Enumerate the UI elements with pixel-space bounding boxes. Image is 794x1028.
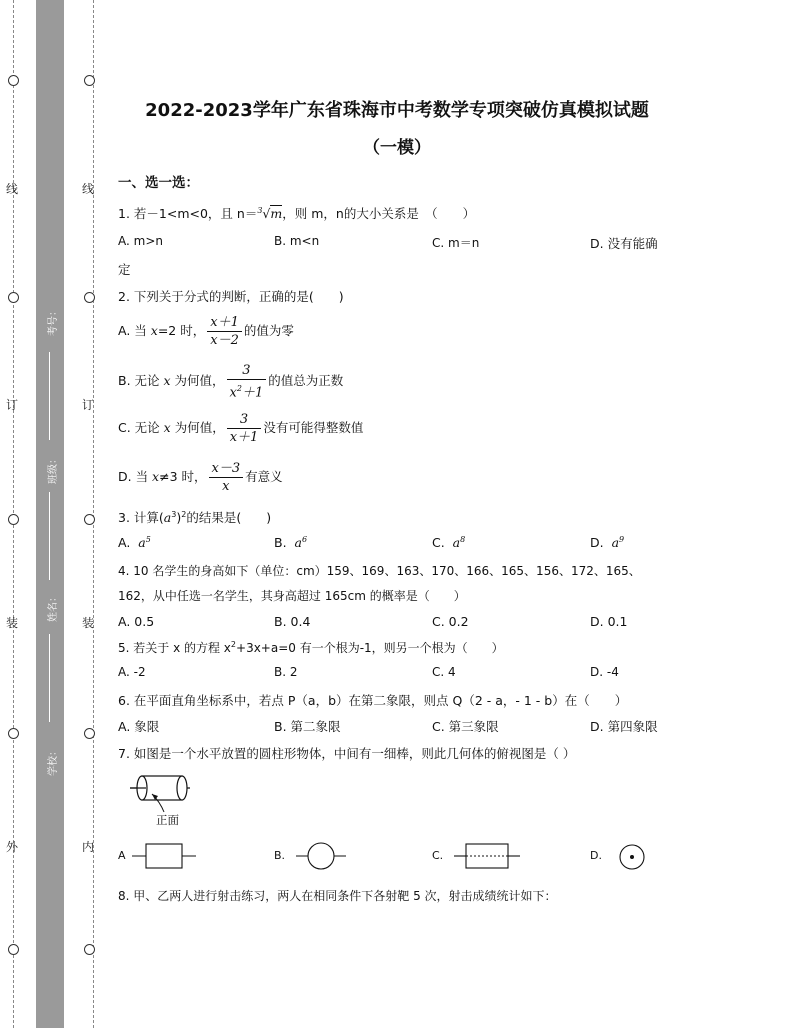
school-label: 学校： [48, 746, 59, 776]
q5-option-b: B. 2 [274, 665, 298, 679]
class-label: 班级： [48, 454, 59, 484]
page-subtitle: （一模） [363, 138, 431, 158]
q7-option-b-figure [296, 840, 346, 872]
q2-b-fraction: $\frac{3}{x^2+1}$ [227, 362, 267, 401]
binding-hole [8, 944, 19, 955]
q1-option-d: D. 没有能确 [590, 236, 658, 251]
binding-hole [8, 728, 19, 739]
q6-option-d: D. 第四象限 [590, 719, 658, 734]
margin-char-inner: 线 [82, 182, 95, 196]
binding-hole [8, 514, 19, 525]
q2-a-fraction: $\frac{x+1}{x-2}$ [207, 314, 242, 349]
binding-hole [84, 292, 95, 303]
q4-option-c: C. 0.2 [432, 614, 469, 629]
q7-option-c-figure [454, 842, 520, 870]
margin-char-inner: 装 [82, 616, 95, 630]
exam-number-blank [49, 352, 50, 440]
question-6: 6. 在平面直角坐标系中，若点 P（a，b）在第二象限，则点 Q（2 - a，- 1 - b）在（ ） [118, 693, 628, 708]
q5-option-c: C. 4 [432, 665, 456, 679]
q6-option-b: B. 第二象限 [274, 719, 341, 734]
q7-option-d-label: D. [590, 849, 602, 862]
q2-c-fraction: $\frac{3}{x+1}$ [227, 411, 262, 446]
q1-radical: $^3$√m [257, 205, 283, 221]
page-title: 2022-2023学年广东省珠海市中考数学专项突破仿真模拟试题 [145, 100, 649, 121]
margin-char-outer: 装 [6, 616, 19, 630]
binding-hole [84, 75, 95, 86]
q3-option-d: D. $a^9$ [590, 535, 625, 551]
binding-hole [8, 75, 19, 86]
q3-option-c: C. $a^8$ [432, 535, 466, 551]
q1-option-c: C. m＝n [432, 236, 480, 250]
q2-option-d: D. 当 x≠3 时， $\frac{x-3}{x}$ 有意义 [118, 461, 283, 494]
figure-label-front: 正面 [156, 813, 179, 827]
name-blank [49, 634, 50, 722]
q1-option-d-tail: 定 [118, 262, 131, 277]
margin-char-inner: 内 [82, 840, 95, 854]
q2-option-c: C. 无论 x 为何值， $\frac{3}{x+1}$ 没有可能得整数值 [118, 412, 364, 445]
section-heading: 一、选一选： [118, 175, 199, 191]
q6-option-a: A. 象限 [118, 719, 160, 734]
q5-option-a: A. -2 [118, 665, 146, 679]
question-5: 5. 若关于 x 的方程 $x^2+3x+a=0$ 有一个根为-1，则另一个根为（ ） [118, 640, 504, 655]
question-3: 3. 计算$(a^3)^2$的结果是( ) [118, 509, 272, 525]
question-2: 2. 下列关于分式的判断，正确的是( ) [118, 289, 344, 304]
q4-option-a: A. 0.5 [118, 614, 155, 629]
question-4-line-1: 4. 10 名学生的身高如下（单位：cm）159、169、163、170、166、165、156、172、165、 [118, 564, 641, 578]
margin-char-outer: 线 [6, 182, 19, 196]
q7-option-b-label: B. [274, 849, 286, 862]
q1-stem-a: 1. 若－1<m<0，且 n＝ [118, 206, 258, 221]
binding-hole [8, 292, 19, 303]
q7-option-c-label: C. [432, 849, 444, 862]
margin-char-outer: 订 [6, 398, 19, 412]
binding-hole [84, 514, 95, 525]
q2-option-b: B. 无论 x 为何值， $\frac{3}{x^2+1}$ 的值总为正数 [118, 363, 344, 401]
binding-hole [84, 944, 95, 955]
q7-option-a-figure [132, 842, 196, 870]
margin-char-inner: 订 [82, 398, 95, 412]
q1-stem-b: ，则 m，n的大小关系是 （ ） [282, 206, 476, 221]
q1-option-a: A. m>n [118, 234, 163, 248]
q6-option-c: C. 第三象限 [432, 719, 499, 734]
q5-option-d: D. -4 [590, 665, 619, 679]
exam-number-label: 考号： [48, 306, 59, 336]
question-4-line-2: 162，从中任选一名学生，其身高超过 165cm 的概率是（ ） [118, 589, 466, 603]
q7-option-a-label: A [118, 849, 126, 862]
q2-option-a: A. 当 x=2 时， $\frac{x+1}{x-2}$ 的值为零 [118, 315, 294, 348]
class-blank [49, 492, 50, 580]
name-label: 姓名： [48, 592, 59, 622]
question-7: 7. 如图是一个水平放置的圆柱形物体，中间有一细棒，则此几何体的俯视图是（ ） [118, 746, 576, 761]
q2-d-fraction: $\frac{x-3}{x}$ [209, 460, 244, 495]
binding-hole [84, 728, 95, 739]
q1-option-b: B. m<n [274, 234, 320, 248]
question-1 [118, 204, 475, 222]
question-8: 8. 甲、乙两人进行射击练习，两人在相同条件下各射靶 5 次，射击成绩统计如下： [118, 889, 557, 903]
q7-option-d-figure [618, 843, 646, 871]
q3-option-a: A. $a^5$ [118, 535, 151, 551]
q4-option-d: D. 0.1 [590, 614, 628, 629]
margin-char-outer: 外 [6, 840, 19, 854]
q3-option-b: B. $a^6$ [274, 535, 308, 551]
q4-option-b: B. 0.4 [274, 614, 311, 629]
